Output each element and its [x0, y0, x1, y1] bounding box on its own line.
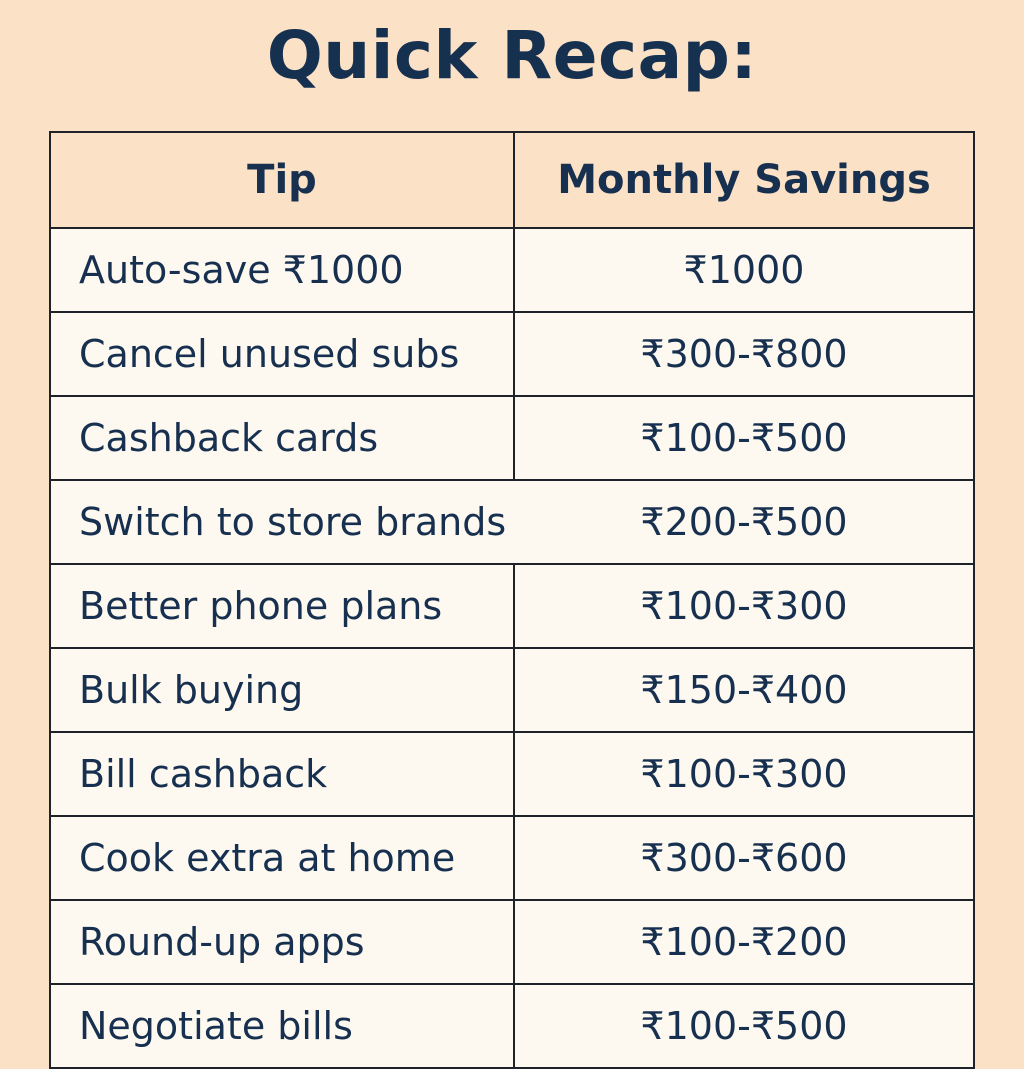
- savings-cell: ₹100-₹500: [640, 416, 848, 460]
- table-row: [51, 815, 973, 899]
- table-row: [51, 983, 973, 1067]
- tip-cell: Switch to store brands: [79, 500, 507, 544]
- tip-cell: Bulk buying: [51, 649, 515, 731]
- savings-cell: ₹100-₹300: [640, 584, 848, 628]
- savings-cell: ₹100-₹500: [640, 1004, 848, 1048]
- tip-cell: Negotiate bills: [51, 985, 515, 1067]
- tip-cell: Better phone plans: [51, 565, 515, 647]
- savings-cell: ₹1000: [683, 248, 805, 292]
- header-monthly-savings: Monthly Savings: [557, 157, 931, 203]
- table-row: [51, 479, 973, 563]
- header-tip: Tip: [51, 133, 515, 227]
- table-row: [51, 227, 973, 311]
- savings-cell: ₹200-₹500: [640, 500, 848, 544]
- savings-cell: ₹300-₹600: [640, 836, 848, 880]
- table-row: [51, 395, 973, 479]
- table-row: [51, 647, 973, 731]
- table-header-row: [51, 133, 973, 227]
- savings-cell: ₹150-₹400: [640, 668, 848, 712]
- tip-cell: Cook extra at home: [51, 817, 515, 899]
- tip-cell: Bill cashback: [51, 733, 515, 815]
- savings-cell: ₹100-₹200: [640, 920, 848, 964]
- table-row: [51, 311, 973, 395]
- table-row: [51, 563, 973, 647]
- tip-cell: Round-up apps: [51, 901, 515, 983]
- table-row: [51, 899, 973, 983]
- savings-cell: ₹300-₹800: [640, 332, 848, 376]
- recap-table: [49, 131, 975, 1069]
- savings-cell: ₹100-₹300: [640, 752, 848, 796]
- tip-cell: Auto-save ₹1000: [51, 229, 515, 311]
- table-row: [51, 731, 973, 815]
- tip-cell: Cashback cards: [51, 397, 515, 479]
- page-title: Quick Recap:: [266, 17, 758, 94]
- tip-cell: Cancel unused subs: [51, 313, 515, 395]
